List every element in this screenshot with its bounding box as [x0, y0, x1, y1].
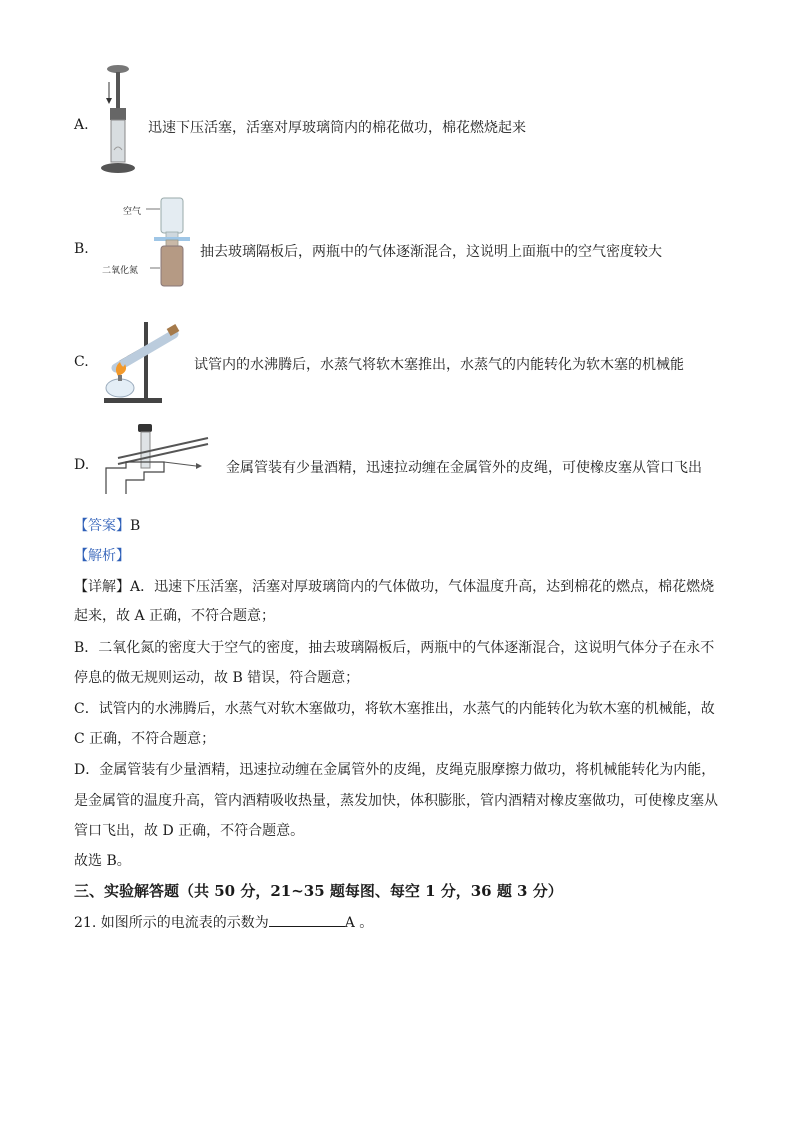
option-b-letter: B. [74, 241, 89, 257]
answer-blank[interactable] [269, 912, 345, 927]
detail-line-1: 【详解】A．迅速下压活塞，活塞对厚玻璃筒内的气体做功，气体温度升高，达到棉花的燃点，棉花燃烧 [74, 579, 715, 595]
option-a-letter: A. [74, 117, 89, 133]
option-d-letter: D. [74, 457, 90, 473]
section-title: 三、实验解答题（共 50 分，21~35 题每图、每空 1 分，36 题 3 分） [74, 882, 563, 900]
detail-line-8: 是金属管的温度升高，管内酒精吸收热量，蒸发加快，体积膨胀，管内酒精对橡皮塞做功，可使橡皮塞从 [74, 793, 718, 809]
answer-line [74, 516, 140, 536]
detail-line-9: 管口飞出，故 D 正确，不符合题意。 [74, 823, 305, 839]
detail-line-7: D．金属管装有少量酒精，迅速拉动缠在金属管外的皮绳，皮绳克服摩擦力做功，将机械能转化为内能， [74, 762, 716, 778]
option-d-text: 金属管装有少量酒精，迅速拉动缠在金属管外的皮绳，可使橡皮塞从管口飞出 [226, 460, 702, 476]
gas-bottles-figure [100, 196, 190, 291]
air-label: 空气 [123, 207, 142, 217]
detail-line-4: 停息的做无规则运动，故 B 错误，符合题意； [74, 670, 360, 686]
analysis-label: 【解析】 [74, 548, 130, 564]
test-tube-burner-figure [100, 318, 188, 406]
detail-line-2: 起来，故 A 正确，不符合题意； [74, 608, 276, 624]
detail-line-6: C 正确，不符合题意； [74, 731, 216, 747]
metal-tube-rope-figure [104, 422, 214, 498]
question-21 [74, 912, 373, 933]
piston-cylinder-figure [98, 60, 138, 178]
answer-value: B [130, 518, 141, 534]
option-b-text: 抽去玻璃隔板后，两瓶中的气体逐渐混合，这说明上面瓶中的空气密度较大 [200, 244, 662, 260]
option-c-letter: C. [74, 354, 89, 370]
detail-line-5: C．试管内的水沸腾后，水蒸气对软木塞做功，将软木塞推出，水蒸气的内能转化为软木塞的机械能，故 [74, 701, 715, 717]
question-21-text: 21. 如图所示的电流表的示数为 [74, 915, 269, 931]
nitrogen-dioxide-label: 二氧化氮 [102, 266, 139, 276]
option-c-text: 试管内的水沸腾后，水蒸气将软木塞推出，水蒸气的内能转化为软木塞的机械能 [194, 357, 684, 373]
question-21-unit: A 。 [344, 915, 374, 931]
answer-label: 【答案】 [74, 518, 130, 534]
detail-label: 【详解】 [74, 579, 130, 595]
option-a-text: 迅速下压活塞，活塞对厚玻璃筒内的棉花做功，棉花燃烧起来 [148, 120, 526, 136]
conclusion: 故选 B。 [74, 853, 131, 869]
detail-line-3: B．二氧化氮的密度大于空气的密度，抽去玻璃隔板后，两瓶中的气体逐渐混合，这说明气体分子在永不 [74, 640, 715, 656]
